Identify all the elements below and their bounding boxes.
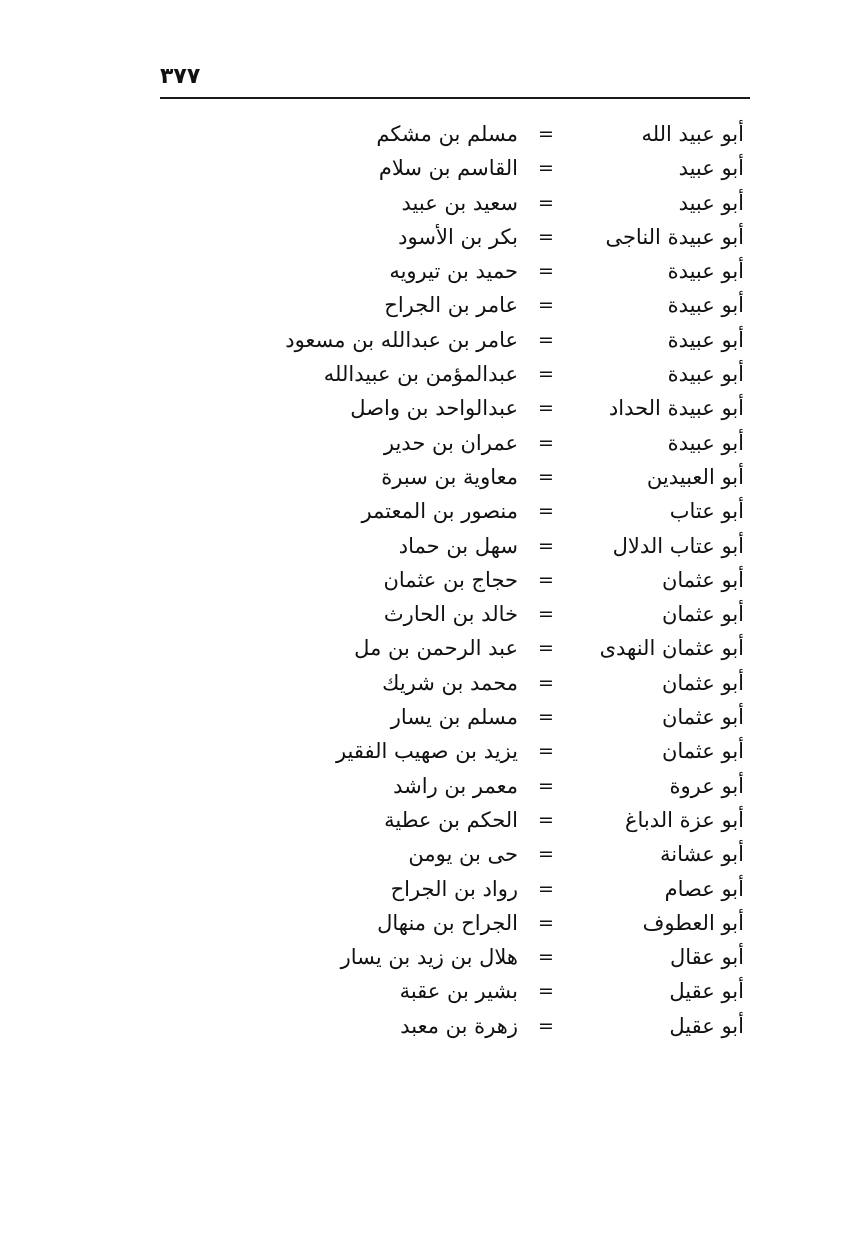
full-name-text: يزيد بن صهيب الفقير [335,739,518,764]
list-item [0,151,861,185]
equals-sign: = [538,500,554,523]
kunya-text: أبو عقال [669,945,744,970]
kunya-text: أبو عبيدة [667,259,744,284]
equals-sign: = [538,637,554,660]
kunya-text: أبو العطوف [642,910,744,935]
list-item [0,1009,861,1043]
list-item [0,563,861,597]
list-item [0,803,861,837]
full-name-text: رواد بن الجراح [390,876,518,901]
kunya-text: أبو عتاب الدلال [612,533,744,558]
equals-sign: = [538,123,554,145]
list-item [0,872,861,906]
kunya-text: أبو عبيدة [667,362,744,387]
full-name-text: عبد الرحمن بن مل [354,636,518,661]
equals-sign: = [538,568,554,591]
kunya-text: أبو عبيد [678,190,744,215]
list-item [0,254,861,288]
equals-sign: = [538,534,554,557]
full-name-text: عبدالواحد بن واصل [350,396,518,421]
kunya-text: أبو عقيل [669,979,744,1004]
kunya-text: أبو عصام [664,876,744,901]
full-name-text: الحكم بن عطية [384,807,518,832]
kunya-text: أبو عثمان [661,567,744,592]
list-item [0,734,861,768]
full-name-text: القاسم بن سلام [378,156,518,181]
equals-sign: = [538,465,554,488]
kunya-text: أبو عثمان [661,739,744,764]
equals-sign: = [538,225,554,248]
list-item [0,906,861,940]
list-item [0,597,861,631]
list-item [0,837,861,871]
list-item [0,288,861,322]
kunya-text: أبو عروة [669,773,744,798]
full-name-text: سهل بن حماد [398,533,518,558]
full-name-text: بشير بن عقبة [399,979,518,1004]
full-name-text: عبدالمؤمن بن عبيدالله [323,362,518,387]
full-name-text: مسلم بن يسار [390,705,518,730]
kunya-text: أبو عبيدة الناجى [605,224,744,249]
full-name-text: الجراح بن منهال [377,910,518,935]
kunya-text: أبو عبيدة [667,293,744,318]
equals-sign: = [538,328,554,351]
equals-sign: = [538,363,554,386]
list-item [0,494,861,528]
full-name-text: محمد بن شريك [382,670,518,695]
equals-sign: = [538,843,554,866]
list-item [0,220,861,254]
full-name-text: معمر بن راشد [393,773,518,798]
list-item [0,700,861,734]
equals-sign: = [538,191,554,214]
list-item [0,460,861,494]
kunya-text: أبو عثمان [661,705,744,730]
full-name-text: سعيد بن عبيد [401,190,518,215]
full-name-text: هلال بن زيد بن يسار [340,945,518,970]
full-name-text: خالد بن الحارث [383,602,518,627]
list-item [0,426,861,460]
kunya-text: أبو عزة الدباغ [624,807,744,832]
equals-sign: = [538,877,554,900]
full-name-text: زهرة بن معبد [400,1013,518,1038]
list-item [0,357,861,391]
equals-sign: = [538,911,554,934]
full-name-text: عمران بن حدير [383,430,518,455]
kunya-text: أبو عشانة [660,842,744,867]
equals-sign: = [538,1014,554,1037]
equals-sign: = [538,397,554,420]
header-rule [160,97,750,99]
list-item [0,769,861,803]
kunya-text: أبو عبيدة [667,430,744,455]
equals-sign: = [538,808,554,831]
full-name-text: حجاج بن عثمان [383,567,518,592]
full-name-text: حى بن يومن [408,842,518,867]
full-name-text: بكر بن الأسود [398,224,518,249]
equals-sign: = [538,603,554,626]
list-item [0,391,861,425]
list-item [0,529,861,563]
equals-sign: = [538,157,554,180]
full-name-text: حميد بن تيرويه [389,259,518,284]
list-item [0,974,861,1008]
kunya-text: أبو العبيدين [646,464,744,489]
equals-sign: = [538,294,554,317]
full-name-text: مسلم بن مشكم [376,122,518,146]
kunya-text: أبو عثمان [661,602,744,627]
kunya-text: أبو عتاب [669,499,744,524]
kunya-list [0,117,861,1043]
full-name-text: عامر بن عبدالله بن مسعود [285,327,518,352]
kunya-text: أبو عبيدة [667,327,744,352]
equals-sign: = [538,706,554,729]
equals-sign: = [538,946,554,969]
equals-sign: = [538,671,554,694]
kunya-text: أبو عثمان [661,670,744,695]
list-item [0,117,861,151]
kunya-text: أبو عبيدة الحداد [608,396,744,421]
list-item [0,186,861,220]
full-name-text: عامر بن الجراح [384,293,518,318]
kunya-text: أبو عقيل [669,1013,744,1038]
list-item [0,631,861,665]
equals-sign: = [538,774,554,797]
full-name-text: معاوية بن سبرة [381,464,518,489]
kunya-text: أبو عبيد [678,156,744,181]
kunya-text: أبو عثمان النهدى [599,636,744,661]
equals-sign: = [538,260,554,283]
page-number: ٣٧٧ [160,64,201,89]
list-item [0,323,861,357]
list-item [0,940,861,974]
full-name-text: منصور بن المعتمر [361,499,518,524]
equals-sign: = [538,431,554,454]
equals-sign: = [538,740,554,763]
list-item [0,666,861,700]
kunya-text: أبو عبيد الله [641,122,744,146]
equals-sign: = [538,980,554,1003]
